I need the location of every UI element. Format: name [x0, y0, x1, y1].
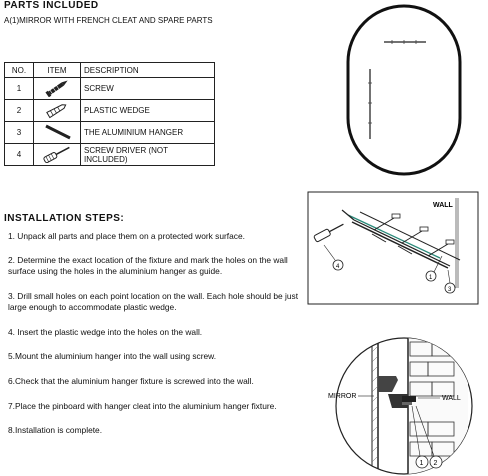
mirror-label: MIRROR — [328, 393, 357, 400]
step-3: 3. Drill small holes on each point location on the wall. Each hole should be just large enough to accommodate plastic wedge. — [8, 291, 299, 312]
plastic-wedge-icon — [40, 101, 74, 119]
step-8: 8.Installation is complete. — [8, 425, 103, 435]
callout-1: 1 — [429, 275, 433, 281]
parts-table — [4, 62, 215, 166]
table-row — [5, 100, 215, 122]
step-5: 5.Mount the aluminium hanger into the wall using screw. — [8, 351, 217, 361]
row-no: 2 — [5, 100, 34, 122]
row-no: 3 — [5, 122, 34, 144]
step-2: 2. Determine the exact location of the fixture and mark the holes on the wall surface using the holes in the aluminium hanger as guide. — [8, 255, 288, 276]
parts-title: PARTS INCLUDED — [4, 0, 99, 11]
screwdriver-icon — [40, 145, 74, 163]
row-item — [34, 100, 81, 122]
table-row — [5, 144, 215, 166]
detail-wall-label: WALL — [442, 395, 461, 402]
col-header-description: DESCRIPTION — [81, 63, 215, 78]
detail-callout-1: 1 — [419, 460, 424, 467]
col-header-no: NO. — [5, 63, 34, 78]
col-header-item: ITEM — [34, 63, 81, 78]
installation-title: INSTALLATION STEPS: — [4, 213, 125, 224]
parts-subtitle: A(1)MIRROR WITH FRENCH CLEAT AND SPARE PARTS — [4, 16, 213, 25]
wall-mounting-diagram — [300, 190, 486, 308]
row-description: THE ALUMINIUM HANGER — [81, 122, 215, 144]
aluminium-hanger-icon — [40, 123, 74, 141]
table-row — [5, 122, 215, 144]
callout-3: 3 — [448, 287, 452, 293]
row-no: 1 — [5, 78, 34, 100]
detail-callout-2: 2 — [433, 460, 438, 467]
row-description: PLASTIC WEDGE — [81, 100, 215, 122]
step-1: 1. Unpack all parts and place them on a protected work surface. — [8, 231, 245, 241]
mirror-illustration — [340, 3, 470, 179]
table-row — [5, 78, 215, 100]
row-description: SCREW — [81, 78, 215, 100]
detail-diagram — [318, 322, 486, 476]
row-description: SCREW DRIVER (NOT INCLUDED) — [81, 144, 215, 166]
step-4: 4. Insert the plastic wedge into the holes on the wall. — [8, 327, 203, 337]
step-7: 7.Place the pinboard with hanger cleat into the aluminium hanger fixture. — [8, 401, 277, 411]
row-item — [34, 78, 81, 100]
parts-table-header — [5, 63, 215, 78]
screw-icon — [40, 79, 74, 97]
wall-label: WALL — [433, 202, 453, 209]
row-item — [34, 122, 81, 144]
row-item — [34, 144, 81, 166]
row-no: 4 — [5, 144, 34, 166]
step-6: 6.Check that the aluminium hanger fixture is screwed into the wall. — [8, 376, 254, 386]
callout-4: 4 — [336, 264, 340, 270]
